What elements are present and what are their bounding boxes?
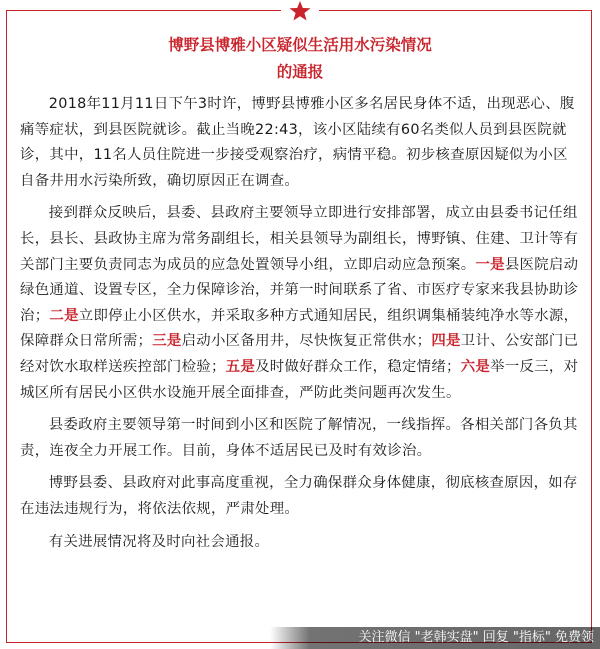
- measure-text-5: 及时做好群众工作，稳定情绪；: [255, 358, 461, 375]
- red-star-icon: [287, 0, 313, 22]
- measure-text-6: 举一反三，对城区所有居民小区供水设施开展全面排查，严防此类问题再次发生。: [20, 358, 579, 401]
- measure-key-1: 一是: [475, 256, 505, 273]
- measure-text-2: 立即停止小区供水，并采取多种方式通知居民，组织调集桶装纯净水等水源，保障群众日常所需；: [20, 307, 579, 350]
- measure-text-3: 启动小区备用井，尽快恢复正常供水；: [181, 333, 432, 350]
- response-intro: 接到群众反映后，县委、县政府主要领导立即进行安排部署，成立由县委书记任组长，县长、县政协主席为常务副组长，相关县领导为副组长，博野镇、住建、卫计等有关部门主要负责同志为成员的应急处置领导小组，立即启动应急预案。: [20, 205, 579, 273]
- measure-key-3: 三是: [152, 333, 182, 350]
- paragraph-incident: 2018年11月11日下午3时许，博野县博雅小区多名居民身体不适，出现恶心、腹痛等症状，到县医院就诊。截止当晚22:43，该小区陆续有60名类似人员到县医院就诊，其中，11名人员住院进一步接受观察治疗，病情平稳。初步核查原因疑似为小区自备井用水污染所致，确切原因正在调查。: [20, 96, 575, 189]
- paragraph-response: [20, 201, 580, 406]
- measure-key-6: 六是: [460, 358, 491, 375]
- measure-key-4: 四是: [431, 333, 461, 350]
- document-title: 博野县博雅小区疑似生活用水污染情况: [168, 36, 432, 54]
- measure-key-2: 二是: [49, 307, 79, 324]
- measure-key-5: 五是: [225, 358, 256, 375]
- document-body: [20, 92, 580, 562]
- paragraph-commitment: 博野县委、县政府对此事高度重视，全力确保群众身体健康，彻底核查原因，如存在违法违规行为，将依法依规，严肃处理。: [20, 475, 578, 517]
- measure-text-4: 卫计、公安部门已经对饮水取样送疾控部门检验；: [20, 333, 579, 375]
- paragraph-closing: 有关进展情况将及时向社会通报。: [48, 533, 270, 550]
- document-title-line2: 的通报: [276, 63, 324, 81]
- measure-text-1: 县医院启动绿色通道、设置专区，全力保障诊治，并第一时间联系了省、市医疗专家来我县协助诊治；: [20, 256, 579, 324]
- watermark-banner: 关注微信 "老韩实盘" 回复 "指标" 免费领: [270, 627, 600, 649]
- header-star: [281, 0, 319, 22]
- paragraph-leadership: 县委政府主要领导第一时间到小区和医院了解情况，一线指挥。各相关部门各负其责，连夜全力开展工作。目前，身体不适居民已及时有效诊治。: [20, 417, 578, 459]
